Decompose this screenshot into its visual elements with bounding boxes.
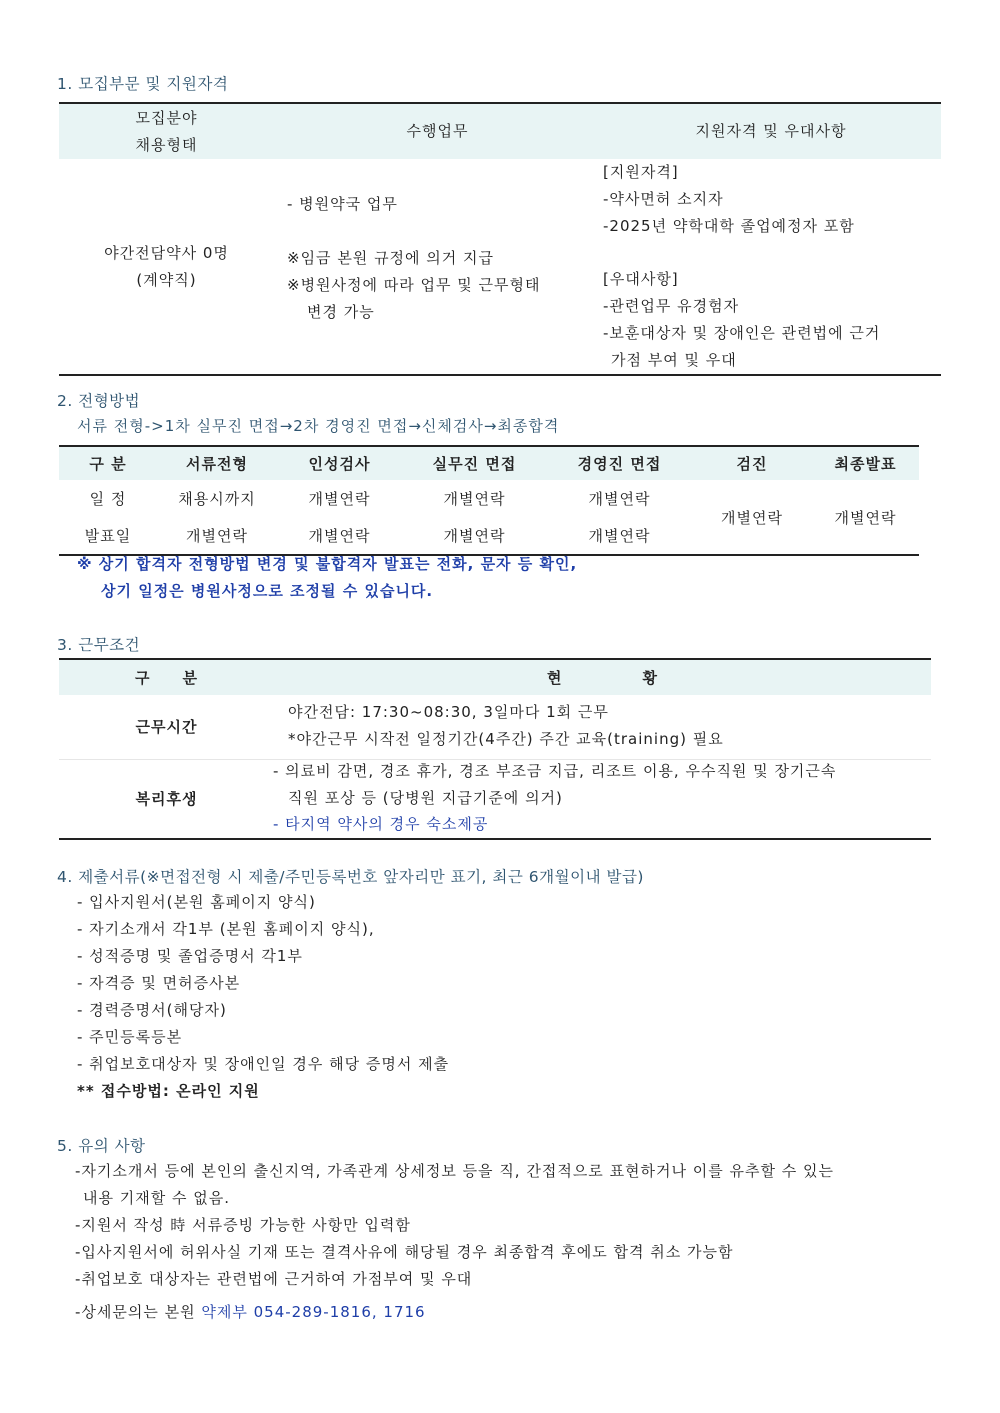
field-name: 야간전담약사 0명 [104,243,229,262]
contact-prefix: -상세문의는 본원 [75,1303,202,1321]
th-category: 구 분 [59,446,157,480]
th-final: 최종발표 [812,446,919,480]
preference-item-cont: 가점 부여 및 우대 [611,351,737,369]
th-personality: 인성검사 [277,446,402,480]
th-category: 구 분 [59,659,274,695]
notice-item-cont: 내용 기재할 수 없음. [83,1189,230,1207]
row-label: 발표일 [84,527,132,545]
duty-note: ※병원사정에 따라 업무 및 근무형태 [287,276,541,294]
document-item: - 경력증명서(해당자) [77,1001,227,1019]
preference-title: [우대사항] [603,270,679,288]
schedule-cell: 개별연락 [308,490,371,508]
duty-note-cont: 변경 가능 [307,303,375,321]
notice-item: -취업보호 대상자는 관련법에 근거하여 가점부여 및 우대 [75,1270,473,1288]
work-hours-line-2: *야간근무 시작전 일정기간(4주간) 주간 교육(training) 필요 [288,730,724,748]
qualification-cell [601,159,941,375]
document-item: - 취업보호대상자 및 장애인일 경우 해당 증명서 제출 [77,1055,450,1073]
qualification-item: -2025년 약학대학 졸업예정자 포함 [603,217,855,235]
working-conditions-table [59,658,931,840]
welfare-label: 복리후생 [59,760,274,840]
duty-item: - 병원약국 업무 [287,195,398,213]
table-row [59,480,919,517]
section-5-heading: 5. 유의 사항 [57,1137,146,1155]
checkup-cell: 개별연락 [721,508,783,527]
th-duty: 수행업무 [274,103,601,159]
th-staff-interview: 실무진 면접 [402,446,547,480]
th-qualification: 지원자격 및 우대사항 [601,103,941,159]
section-2-heading: 2. 전형방법 [57,392,141,410]
schedule-cell: 채용시까지 [178,490,256,508]
notice-item: -지원서 작성 時 서류증빙 가능한 사항만 입력함 [75,1216,411,1234]
document-item: - 자기소개서 각1부 (본원 홈페이지 양식), [77,920,375,938]
th-field-line-2: 채용형태 [135,135,198,154]
welfare-line-1: - 의료비 감면, 경조 휴가, 경조 부조금 지급, 리조트 이용, 우수직원 및 장기근속 [273,762,837,780]
welfare-line-3: - 타지역 약사의 경우 숙소제공 [273,815,489,833]
th-status: 현 황 [274,659,931,695]
contact-value: 약제부 054-289-1816, 1716 [201,1303,426,1321]
recruitment-table [59,102,941,376]
work-hours-line-1: 야간전담: 17:30~08:30, 3일마다 1회 근무 [288,703,609,721]
document-item: - 자격증 및 면허증사본 [77,974,241,992]
contact-line [75,1301,426,1322]
th-field [59,103,274,159]
schedule-cell: 개별연락 [443,490,506,508]
schedule-note-1: ※ 상기 합격자 전형방법 변경 및 불합격자 발표는 전화, 문자 등 확인, [77,555,578,573]
preference-item: -관련업무 유경험자 [603,297,740,315]
selection-schedule-table [59,445,919,556]
employment-type: (계약직) [136,270,197,289]
duty-note: ※임금 본원 규정에 의거 지급 [287,249,495,267]
th-field-line-1: 모집분야 [135,108,198,127]
notice-item: -입사지원서에 허위사실 기재 또는 결격사유에 해당될 경우 최종합격 후에도 합격 취소 가능함 [75,1243,734,1261]
selection-flow: 서류 전형->1차 실무진 면접→2차 경영진 면접→신체검사→최종합격 [77,417,560,435]
section-4-heading: 4. 제출서류(※면접전형 시 제출/주민등록번호 앞자리만 표기, 최근 6개월이내 발급) [57,868,644,886]
document-item: - 성적증명 및 졸업증명서 각1부 [77,947,303,965]
schedule-note-2: 상기 일정은 병원사정으로 조정될 수 있습니다. [101,582,434,600]
notice-item: -자기소개서 등에 본인의 출신지역, 가족관계 상세정보 등을 직, 간접적으로 표현하거나 이를 유추할 수 있는 [75,1162,835,1180]
th-exec-interview: 경영진 면접 [547,446,692,480]
document-item: - 입사지원서(본원 홈페이지 양식) [77,893,316,911]
th-checkup: 검진 [692,446,812,480]
schedule-cell: 개별연락 [588,490,651,508]
field-cell [59,159,274,375]
schedule-cell: 개별연락 [443,527,506,545]
work-hours-label: 근무시간 [135,717,198,736]
final-cell: 개별연락 [834,508,897,527]
section-3-heading: 3. 근무조건 [57,636,141,654]
welfare-line-2: 직원 포상 등 (당병원 지급기준에 의거) [288,789,563,807]
schedule-cell: 개별연락 [588,527,651,545]
th-document: 서류전형 [157,446,277,480]
section-1-heading: 1. 모집부문 및 지원자격 [57,75,229,93]
qualification-title: [지원자격] [603,163,679,181]
qualification-item: -약사면허 소지자 [603,190,724,208]
document-item: - 주민등록등본 [77,1028,183,1046]
schedule-cell: 개별연락 [186,527,248,545]
schedule-cell: 개별연락 [308,527,371,545]
duty-cell [274,159,601,375]
row-label: 일 정 [89,490,127,508]
application-method: ** 접수방법: 온라인 지원 [77,1082,260,1100]
preference-item: -보훈대상자 및 장애인은 관련법에 근거 [603,324,881,342]
